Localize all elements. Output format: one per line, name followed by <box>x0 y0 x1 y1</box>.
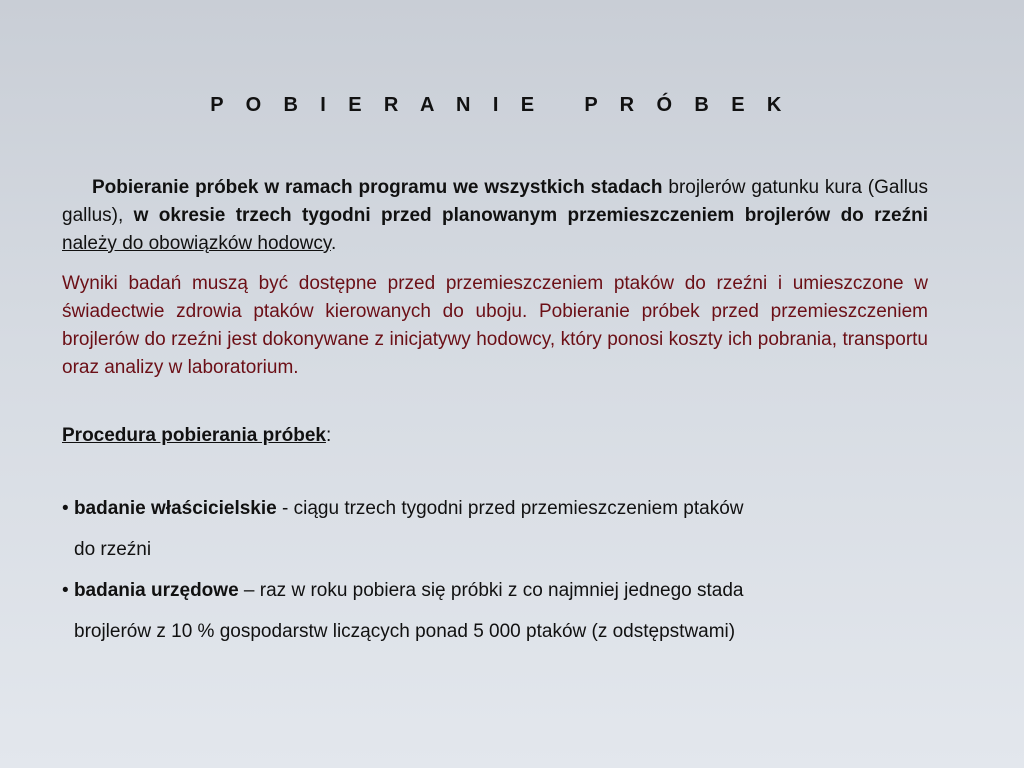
procedure-heading-colon: : <box>325 425 332 446</box>
intro-normal-1: brojlerów gatunku kura (Gallus gallus), <box>62 177 928 226</box>
slide-body <box>62 174 928 652</box>
bullet-owner-continuation: do rzeźni <box>74 539 152 560</box>
bullet-official-bold: badania urzędowe <box>73 580 239 601</box>
results-paragraph: Wyniki badań muszą być dostępne przed przemieszczeniem ptaków do rzeźni i umieszczone w świadectwie zdrowia ptaków kierowanych do uboju. Pobieranie próbek przed przemieszczeniem brojlerów do rzeźni jest dokonywane z inicjatywy hodowcy, który ponosi koszty ich pobrania, transportu oraz analizy w laboratorium. <box>62 273 928 378</box>
intro-underlined: należy do obowiązków hodowcy <box>62 233 331 254</box>
bullet-marker: • <box>62 580 69 601</box>
bullet-official-continuation: brojlerów z 10 % gospodarstw liczących ponad 5 000 ptaków (z odstępstwami) <box>74 621 736 642</box>
bullet-item-owner <box>62 488 928 529</box>
intro-bold-2: w okresie trzech tygodni przed planowanym przemieszczeniem brojlerów do rzeźni <box>133 205 929 226</box>
bullet-official-text: – raz w roku pobiera się próbki z co najmniej jednego stada <box>238 580 744 601</box>
procedure-heading <box>62 422 928 450</box>
procedure-heading-text: Procedura pobierania próbek <box>62 425 326 446</box>
bullet-owner-bold: badanie właścicielskie <box>73 498 277 519</box>
bullet-owner-text: - ciągu trzech tygodni przed przemieszczeniem ptaków <box>276 498 744 519</box>
procedure-list <box>62 488 928 652</box>
intro-end: . <box>330 233 337 254</box>
intro-bold-1: Pobieranie próbek w ramach programu we wszystkich stadach <box>92 177 663 198</box>
bullet-item-official <box>62 570 928 611</box>
slide-title: P O B I E R A N I E P R Ó B E K <box>210 94 790 116</box>
intro-paragraph <box>62 174 928 258</box>
bullet-marker: • <box>62 498 69 519</box>
